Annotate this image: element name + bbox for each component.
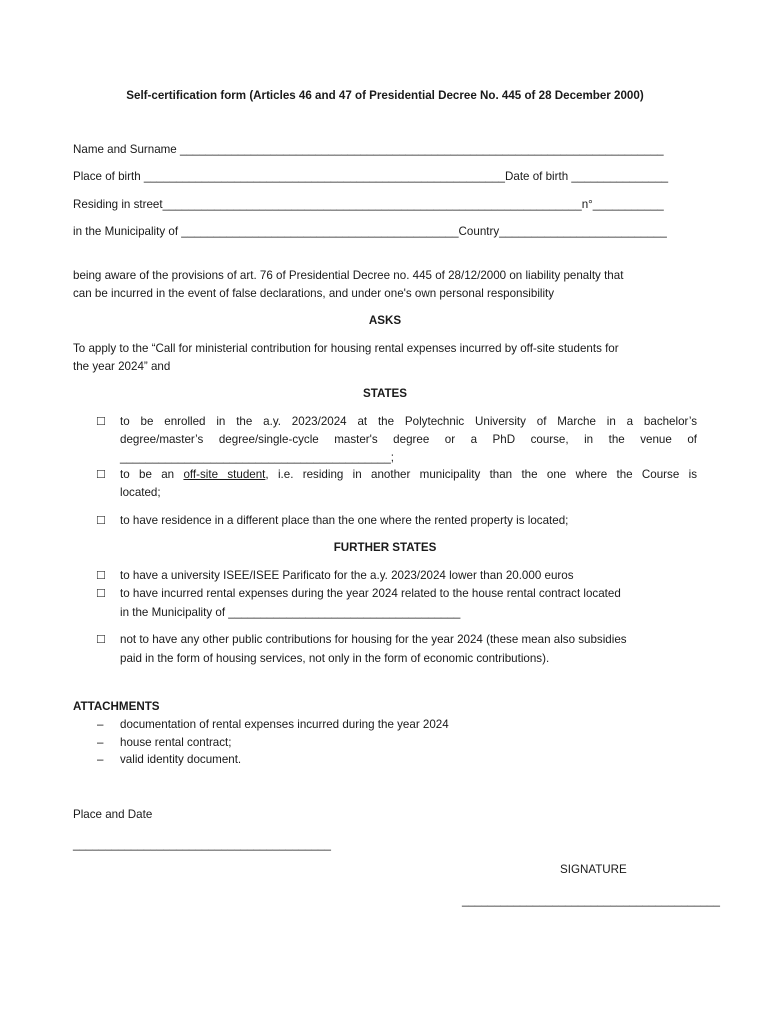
number-blank[interactable]: ___________: [592, 198, 664, 211]
municipality-blank[interactable]: ___________________________________________: [181, 225, 459, 238]
states-item-2-line-2: located;: [120, 486, 161, 499]
states-checkbox-3[interactable]: ☐: [96, 515, 106, 527]
attachment-dash-1: –: [97, 718, 104, 731]
further-checkbox-1[interactable]: ☐: [96, 570, 106, 582]
states-checkbox-1[interactable]: ☐: [96, 416, 106, 428]
birthdate-label: Date of birth: [505, 170, 569, 183]
further-checkbox-2[interactable]: ☐: [96, 588, 106, 600]
name-label: Name and Surname: [73, 143, 177, 156]
place-date-blank[interactable]: ________________________________________: [73, 838, 331, 851]
attachment-item-1: documentation of rental expenses incurred during the year 2024: [120, 718, 449, 731]
venue-blank[interactable]: __________________________________________;: [120, 451, 395, 464]
name-blank[interactable]: ___________________________________________________________________________: [180, 143, 664, 156]
number-label: n°: [581, 198, 593, 211]
further-item-1: to have a university ISEE/ISEE Parificato for the a.y. 2023/2024 lower than 20.000 euros: [120, 569, 574, 582]
states-item-2-post: , i.e. residing in another municipality than the one where the Course is: [265, 468, 697, 481]
further-item-2-line-2: in the Municipality of ____________________________________: [120, 606, 461, 619]
off-site-student-term: off-site student: [183, 468, 266, 481]
signature-blank[interactable]: ________________________________________: [462, 894, 720, 907]
further-checkbox-3[interactable]: ☐: [96, 634, 106, 646]
signature-label: SIGNATURE: [560, 863, 627, 876]
country-label: Country: [458, 225, 500, 238]
states-checkbox-2[interactable]: ☐: [96, 469, 106, 481]
asks-line-1: To apply to the “Call for ministerial contribution for housing rental expenses incurred by off-site students for: [73, 342, 619, 355]
birthplace-label: Place of birth: [73, 170, 141, 183]
asks-heading: ASKS: [368, 314, 402, 327]
attachment-item-3: valid identity document.: [120, 753, 242, 766]
attachment-dash-2: –: [97, 736, 104, 749]
awareness-line-2: can be incurred in the event of false declarations, and under one's own personal responsibility: [73, 287, 555, 300]
further-item-3-line-1: not to have any other public contributions for housing for the year 2024 (these mean also subsidies: [120, 633, 627, 646]
birthplace-blank[interactable]: ________________________________________________________: [143, 170, 505, 183]
further-item-3-line-2: paid in the form of housing services, not only in the form of economic contributions).: [120, 652, 550, 665]
asks-line-2: the year 2024” and: [73, 360, 171, 373]
further-states-heading: FURTHER STATES: [333, 541, 437, 554]
country-blank[interactable]: __________________________: [499, 225, 667, 238]
states-item-3: to have residence in a different place than the one where the rented property is located;: [120, 514, 569, 527]
municipality-field-row: [73, 223, 667, 241]
states-item-1-line-2: degree/master’s degree/single-cycle master's degree or a PhD course, in the venue of: [120, 433, 697, 446]
states-item-2-pre: to be an: [120, 468, 175, 481]
municipality-label: in the Municipality of: [73, 225, 179, 238]
place-date-label: Place and Date: [73, 808, 153, 821]
states-heading: STATES: [362, 387, 407, 400]
attachment-item-2: house rental contract;: [120, 736, 232, 749]
attachments-heading: ATTACHMENTS: [73, 700, 160, 713]
further-item-2-line-1: to have incurred rental expenses during the year 2024 related to the house rental contract located: [120, 587, 621, 600]
street-blank[interactable]: _________________________________________________________________: [162, 198, 582, 211]
awareness-line-1: being aware of the provisions of art. 76 of Presidential Decree no. 445 of 28/12/2000 on liability penalty that: [73, 269, 624, 282]
birthplace-field-row: [73, 168, 668, 186]
street-field-row: [73, 196, 664, 214]
attachment-dash-3: –: [97, 753, 104, 766]
birthdate-blank[interactable]: _______________: [571, 170, 669, 183]
states-item-1-line-1: to be enrolled in the a.y. 2023/2024 at the Polytechnic University of Marche in a bachelor’s: [120, 415, 697, 428]
form-title: Self-certification form (Articles 46 and 47 of Presidential Decree No. 445 of 28 December 2000): [126, 89, 644, 102]
street-label: Residing in street: [73, 198, 163, 211]
name-field-row: [73, 141, 664, 159]
states-item-2-line-1: [120, 466, 697, 484]
